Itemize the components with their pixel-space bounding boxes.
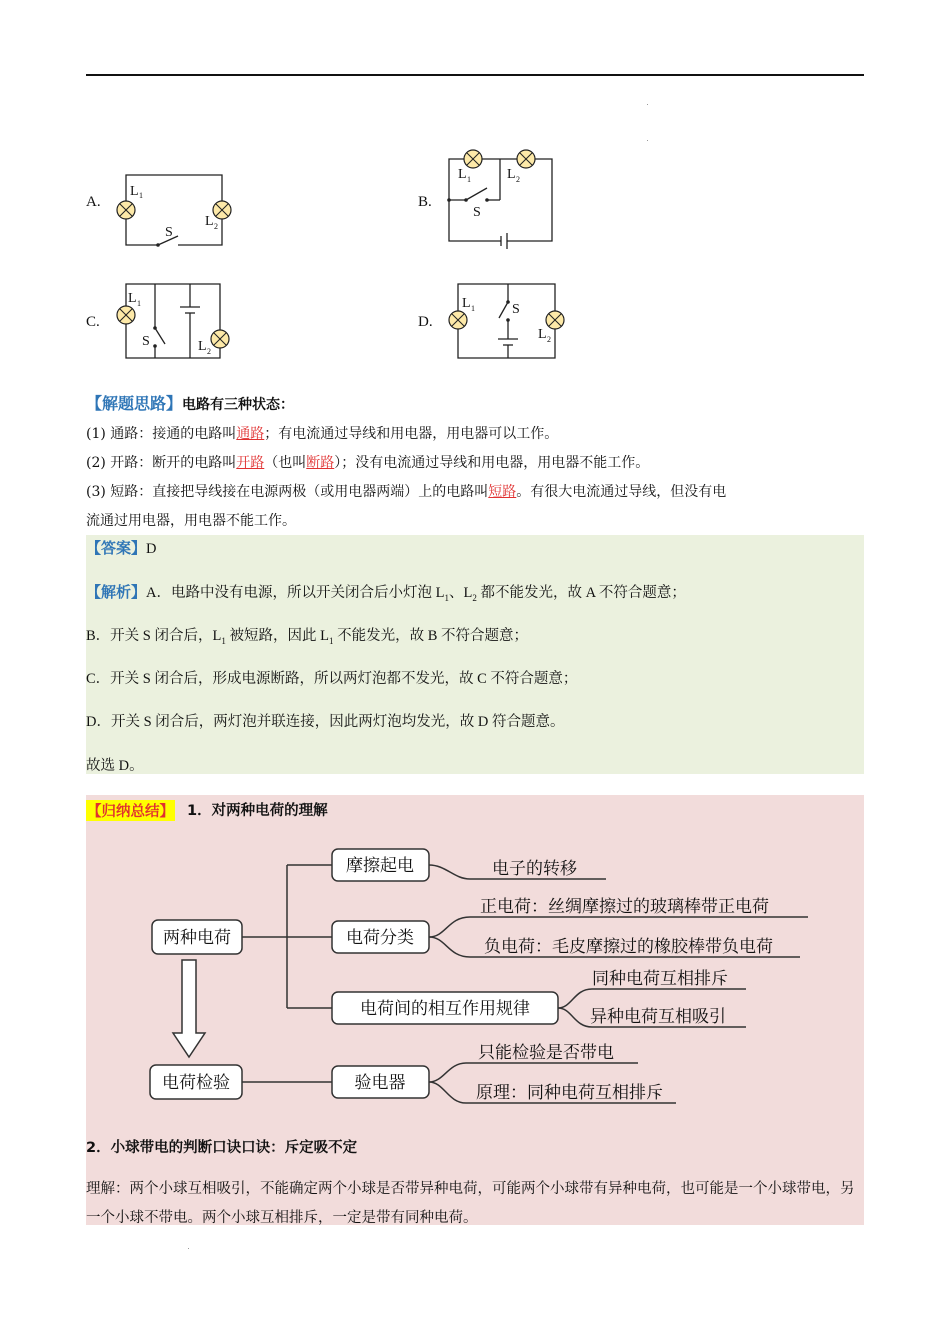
svg-text:电荷分类: 电荷分类 — [346, 928, 414, 948]
map-leaf: 只能检验是否带电 — [478, 1043, 614, 1063]
lamp-icon — [546, 311, 564, 329]
map-node-electroscope-root — [150, 1065, 242, 1099]
speck — [647, 104, 648, 105]
summary-panel — [86, 795, 864, 1225]
svg-text:摩擦起电: 摩擦起电 — [346, 856, 414, 876]
svg-text:1: 1 — [137, 299, 141, 308]
svg-text:2: 2 — [207, 347, 211, 356]
speck — [188, 1248, 189, 1249]
svg-text:S: S — [165, 225, 173, 240]
circuit-d — [440, 280, 570, 360]
svg-text:S: S — [473, 205, 481, 220]
svg-text:S: S — [142, 334, 150, 349]
solution-thinking — [86, 389, 864, 536]
circuit-b — [440, 145, 570, 245]
option-a-label: A. — [86, 194, 101, 210]
map-node-b3 — [332, 992, 558, 1024]
svg-text:L: L — [462, 296, 471, 311]
svg-text:1: 1 — [139, 191, 143, 200]
lamp-icon — [213, 201, 231, 219]
option-c-label: C. — [86, 314, 100, 330]
lamp-icon — [117, 306, 135, 324]
map-leaf: 正电荷：丝绸摩擦过的玻璃棒带正电荷 — [480, 897, 769, 917]
thinking-heading: 【解题思路】电路有三种状态： — [86, 394, 295, 413]
svg-text:L: L — [198, 339, 207, 354]
map-leaf: 原理：同种电荷互相排斥 — [476, 1083, 663, 1103]
analysis-b: B．开关 S 闭合后，$L_1$ 被短路，因此 $L_1$ 不能发光，故 B 不符合题意； — [86, 628, 528, 646]
map-leaf: 同种电荷互相排斥 — [592, 969, 728, 989]
option-b-label: B. — [418, 194, 432, 210]
svg-text:1: 1 — [471, 304, 475, 313]
svg-text:L: L — [205, 214, 214, 229]
header-rule — [86, 74, 864, 76]
summary-title-1: 1．对两种电荷的理解 — [187, 803, 328, 819]
lamp-icon — [211, 330, 229, 348]
map-node-b1 — [332, 849, 429, 881]
analysis-a: 【解析】A．电路中没有电源，所以开关闭合后小灯泡 $L_1$、$L_2$ 都不能发光，故 A 不符合题意； — [86, 583, 686, 603]
map-leaf: 负电荷：毛皮摩擦过的橡胶棒带负电荷 — [484, 937, 773, 957]
thinking-line-1: (1) 通路：接通的电路叫通路；有电流通过导线和用电器，用电器可以工作。 — [86, 426, 559, 442]
lamp-icon — [517, 150, 535, 168]
answer-panel — [86, 535, 864, 774]
svg-text:电荷检验: 电荷检验 — [162, 1073, 230, 1093]
svg-text:2: 2 — [516, 175, 520, 184]
map-node-b2 — [332, 921, 429, 953]
svg-text:L: L — [538, 327, 547, 342]
map-leaf: 电子的转移 — [492, 859, 577, 879]
final-choice: 故选 D。 — [86, 758, 144, 774]
thinking-line-3: (3) 短路：直接把导线接在电源两极（或用电器两端）上的电路叫短路。有很大电流通过导线，但没有电 — [86, 484, 727, 500]
svg-text:两种电荷: 两种电荷 — [163, 928, 231, 948]
answer-line: 【答案】D — [86, 539, 157, 557]
summary-title-2: 2．小球带电的判断口诀口诀：斥定吸不定 — [86, 1140, 358, 1156]
lamp-icon — [449, 311, 467, 329]
summary-tag: 【归纳总结】 — [86, 800, 175, 821]
lamp-icon — [117, 201, 135, 219]
circuit-a — [110, 165, 240, 255]
analysis-c: C．开关 S 闭合后，形成电源断路，所以两灯泡都不发光，故 C 不符合题意； — [86, 671, 578, 687]
mind-map — [86, 795, 864, 1125]
thinking-line-2: (2) 开路：断开的电路叫开路（也叫断路）；没有电流通过导线和用电器，用电器不能工作。 — [86, 455, 650, 471]
map-node-b4 — [332, 1066, 429, 1098]
down-arrow-icon — [173, 960, 205, 1057]
svg-text:L: L — [130, 184, 139, 199]
svg-text:L: L — [458, 167, 467, 182]
circuit-c — [110, 280, 240, 360]
svg-text:2: 2 — [214, 222, 218, 231]
analysis-d: D．开关 S 闭合后，两灯泡并联连接，因此两灯泡均发光，故 D 符合题意。 — [86, 714, 565, 730]
map-leaf: 异种电荷互相吸引 — [590, 1007, 726, 1027]
svg-text:2: 2 — [547, 335, 551, 344]
svg-text:L: L — [128, 291, 137, 306]
svg-text:验电器: 验电器 — [354, 1073, 406, 1093]
lamp-icon — [464, 150, 482, 168]
svg-text:电荷间的相互作用规律: 电荷间的相互作用规律 — [360, 999, 530, 1019]
map-node-root — [152, 920, 242, 954]
svg-text:1: 1 — [467, 175, 471, 184]
svg-text:S: S — [512, 302, 520, 317]
svg-text:L: L — [507, 167, 516, 182]
summary-body: 理解：两个小球互相吸引，不能确定两个小球是否带异种电荷，可能两个小球带有异种电荷，也可能是一个小球带电，另一个小球不带电。两个小球互相排斥，一定是带有同种电荷。 — [86, 1181, 855, 1226]
option-d-label: D. — [418, 314, 433, 330]
speck — [647, 140, 648, 141]
thinking-line-4: 流通过用电器，用电器不能工作。 — [86, 513, 296, 529]
